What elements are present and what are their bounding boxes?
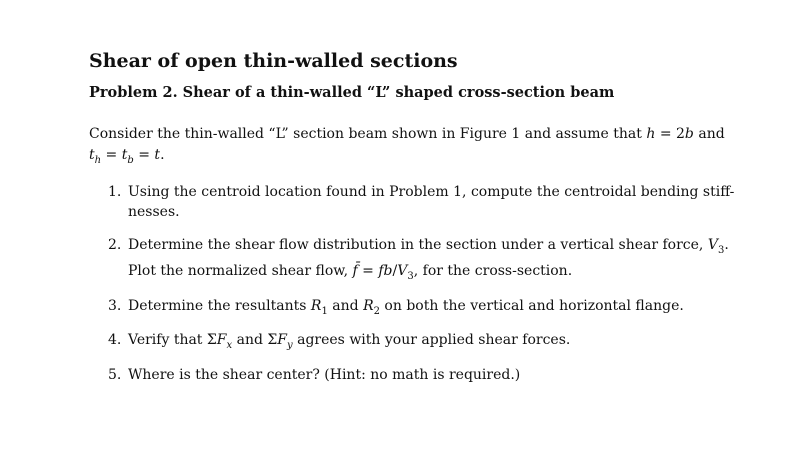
- list-item: [108, 182, 738, 222]
- item-text: Where is the shear center? (Hint: no math is required.): [128, 367, 521, 384]
- list-item: [108, 330, 738, 356]
- list-item: [108, 296, 738, 322]
- list-item: [108, 235, 738, 287]
- problem-statement: Consider the thin-walled “L” section beam shown in Figure 1 and assume that h = 2b and $t_h = t_b = t$.: [89, 126, 725, 166]
- list-item: [108, 365, 738, 385]
- question-list: [108, 182, 738, 394]
- item-number: 2.: [108, 237, 122, 253]
- item-number: 3.: [108, 297, 122, 314]
- item-text: Using the centroid location found in Problem 1, compute the centroidal bending stiff- nesses.: [128, 184, 735, 220]
- item-text: Determine the shear flow distribution in the section under a vertical shear force, $V_3$. Plot the normalized shear flow, f̄ = $fb/V_3$, for the cross-section.: [128, 237, 729, 282]
- section-title: Shear of open thin-walled sections: [89, 50, 458, 72]
- item-number: 5.: [108, 367, 122, 384]
- problem-title: Problem 2. Shear of a thin-walled “L” shaped cross-section beam: [89, 84, 615, 101]
- item-text: Verify that $\Sigma F_x$ and $\Sigma F_y$ agrees with your applied shear forces.: [128, 332, 571, 352]
- item-number: 1.: [108, 184, 122, 200]
- item-text: Determine the resultants $R_1$ and $R_2$ on both the vertical and horizontal flange.: [128, 297, 684, 317]
- item-number: 4.: [108, 332, 122, 349]
